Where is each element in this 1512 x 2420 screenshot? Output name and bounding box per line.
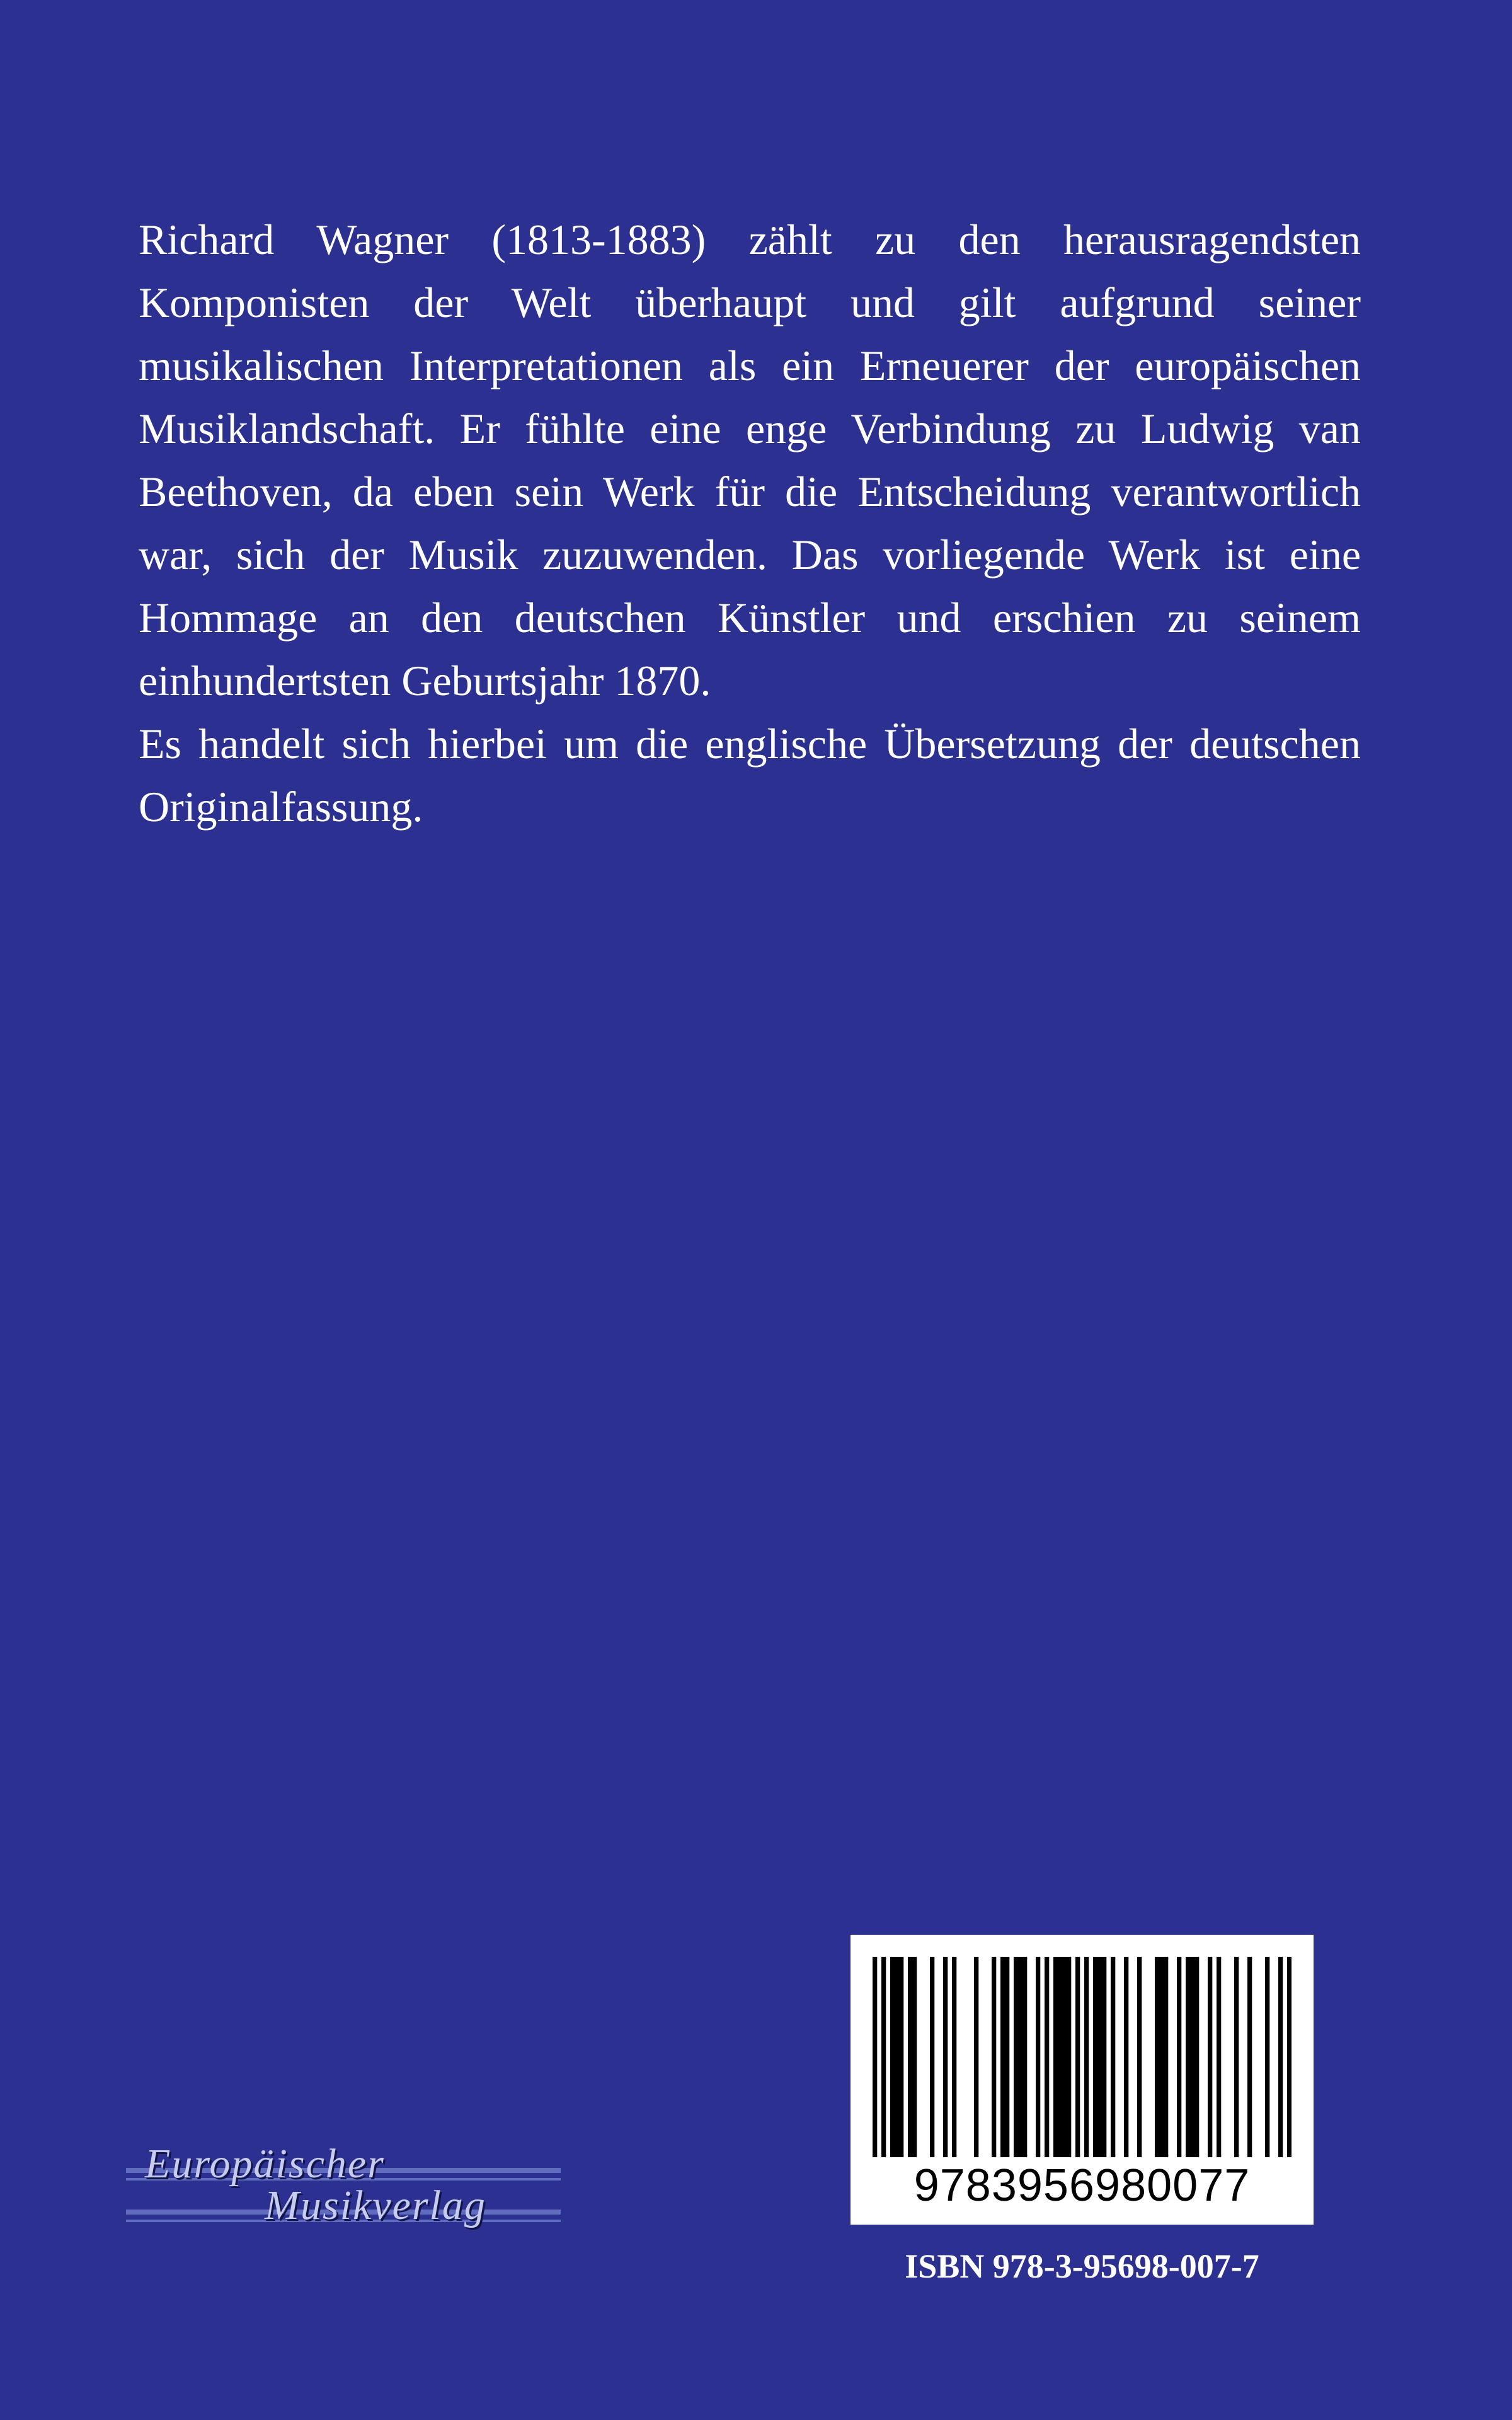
barcode-bar	[1190, 1957, 1194, 2157]
barcode-bar	[1155, 1957, 1159, 2157]
barcode-bar	[1137, 1957, 1142, 2157]
barcode-bar	[1234, 1957, 1239, 2157]
barcode-bar	[1005, 1957, 1009, 2157]
barcode-bar	[1124, 1957, 1128, 2157]
barcode-bar	[930, 1957, 934, 2157]
barcode-bar	[1000, 1957, 1005, 2157]
barcode-bar	[1018, 1957, 1022, 2157]
barcode-bar	[943, 1957, 948, 2157]
barcode-bar	[1102, 1957, 1106, 2157]
barcode-bar	[1208, 1957, 1212, 2157]
logo-word-2: Musikverlag	[265, 2182, 486, 2228]
barcode-bar	[873, 1957, 877, 2157]
blurb-paragraph-1: Richard Wagner (1813-1883) zählt zu den herausragendsten Komponisten der Welt überhaupt und gilt aufgrund seiner musikalischen Interpretationen als ein Erneuerer der europäischen Musiklandschaft. Er fühlte eine enge Verbindung zu Ludwig van Beethoven, da eben sein Werk für die Entscheidung verantwortlich war, sich der Musik zuzuwenden. Das vorliegende Werk ist eine Hommage an den deutschen Künstler und erschien zu seinem einhundertsten Geburtsjahr 1870.	[139, 216, 1361, 705]
blurb-paragraph-2: Es handelt sich hierbei um die englische Übersetzung der deutschen Originalfassung.	[139, 720, 1361, 831]
barcode-number: 9783956980077	[914, 2160, 1251, 2211]
barcode-bar	[1084, 1957, 1089, 2157]
barcode-bar	[992, 1957, 996, 2157]
barcode-bar	[1217, 1957, 1221, 2157]
barcode-bar	[1278, 1957, 1283, 2157]
barcode-bar	[1022, 1957, 1027, 2157]
barcode-bar	[1194, 1957, 1199, 2157]
isbn-label: ISBN 978-3-95698-007-7	[905, 2247, 1259, 2285]
barcode-bar	[1097, 1957, 1102, 2157]
barcode-bar	[1186, 1957, 1190, 2157]
barcode-bar	[1287, 1957, 1292, 2157]
barcode-bar	[1111, 1957, 1115, 2157]
barcode-bar	[952, 1957, 956, 2157]
barcode-bar	[1075, 1957, 1080, 2157]
barcode-bar	[1177, 1957, 1181, 2157]
publisher-logo	[126, 2143, 567, 2237]
barcode-bar	[1014, 1957, 1018, 2157]
barcode-bar	[890, 1957, 895, 2157]
barcode-bars	[873, 1957, 1292, 2157]
barcode-bar	[1053, 1957, 1058, 2157]
barcode-bar	[1093, 1957, 1097, 2157]
barcode-bar	[1159, 1957, 1164, 2157]
barcode-bar	[895, 1957, 899, 2157]
barcode-bar	[908, 1957, 912, 2157]
barcode-bar	[1045, 1957, 1049, 2157]
logo-word-1: Europäischer	[145, 2141, 385, 2187]
barcode-bar	[1247, 1957, 1252, 2157]
back-cover-blurb	[139, 208, 1361, 838]
barcode-bar	[974, 1957, 978, 2157]
barcode	[850, 1935, 1314, 2225]
barcode-bar	[1058, 1957, 1062, 2157]
barcode-bar	[1265, 1957, 1269, 2157]
barcode-bar	[912, 1957, 917, 2157]
barcode-bar	[881, 1957, 886, 2157]
barcode-bar	[1062, 1957, 1067, 2157]
barcode-bar	[1036, 1957, 1040, 2157]
barcode-bar	[1067, 1957, 1071, 2157]
barcode-bar	[899, 1957, 903, 2157]
barcode-bar	[1164, 1957, 1168, 2157]
